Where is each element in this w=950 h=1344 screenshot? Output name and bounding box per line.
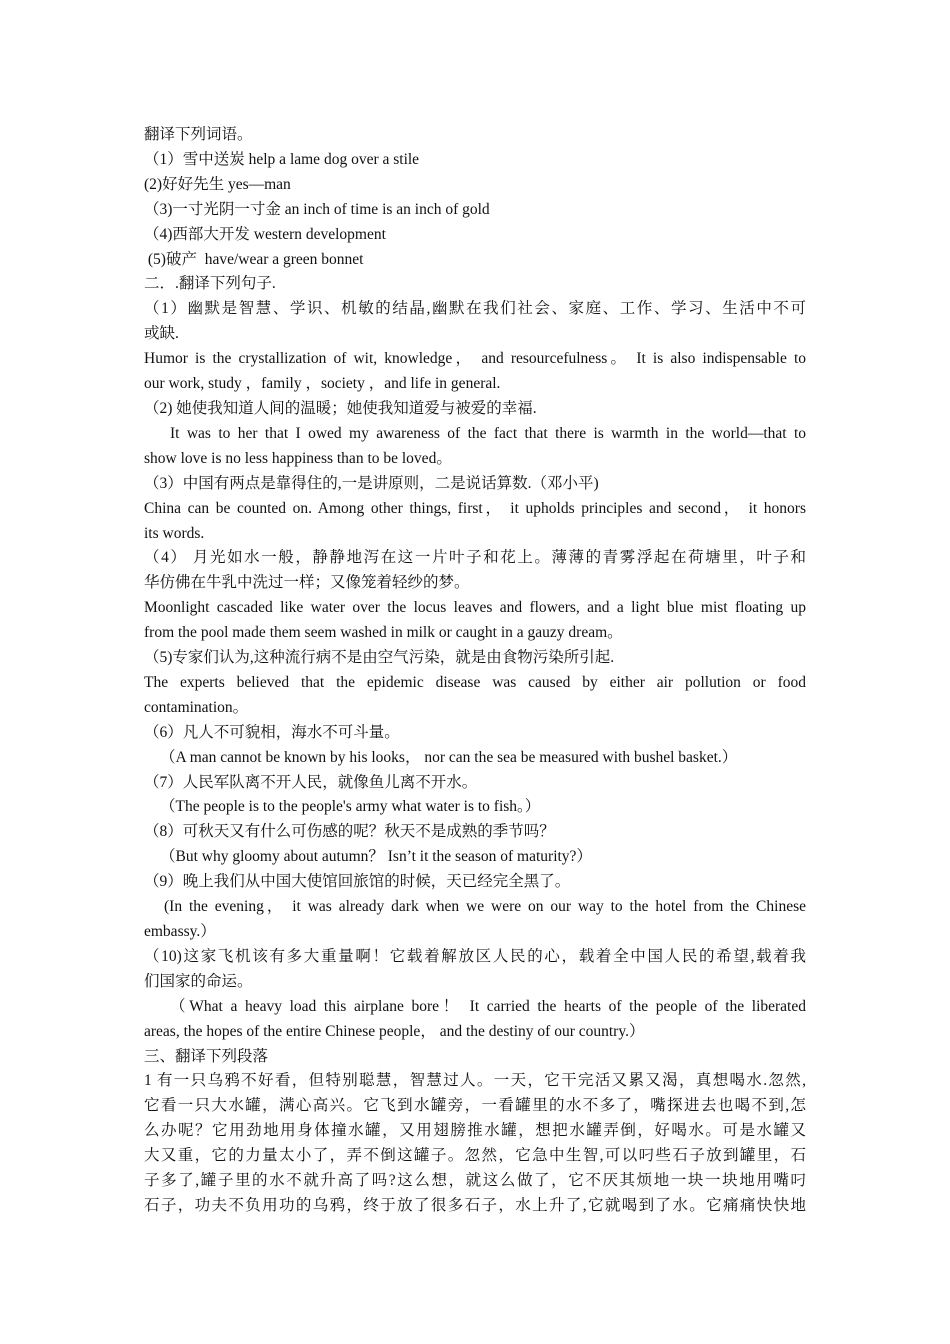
sentence-english: areas, the hopes of the entire Chinese people， and the destiny of our country.） — [144, 1022, 645, 1040]
sentence-english: our work, study ，family ，society ，and life in general. — [144, 375, 501, 393]
sentence-english: Humor is the crystallization of wit, knowledge， and resourcefulness。 It is also indispensable to — [144, 350, 806, 368]
sentence-english: It was to her that I owed my awareness of the fact that there is warmth in the world—that to — [170, 424, 806, 442]
sentence-english: （A man cannot be known by his looks， nor can the sea be measured with bushel basket.） — [160, 748, 738, 766]
sentence-english: its words. — [144, 524, 205, 542]
section-heading-paragraphs: 三、翻译下列段落 — [144, 1047, 269, 1065]
sentence-english: show love is no less happiness than to be loved。 — [144, 449, 452, 467]
paragraph-line: 石子，功夫不负用功的乌鸦，终于放了很多石子，水上升了,它就喝到了水。它痛痛快快地 — [144, 1196, 806, 1214]
document-page — [144, 123, 806, 1219]
sentence-chinese: （1）幽默是智慧、学识、机敏的结晶,幽默在我们社会、家庭、工作、学习、生活中不可 — [144, 300, 806, 318]
word-item: （3)一寸光阴一寸金 an inch of time is an inch of gold — [144, 200, 490, 218]
paragraph-line: 么办呢？它用劲地用身体撞水罐，又用翅膀推水罐，想把水罐弄倒，好喝水。可是水罐又 — [144, 1122, 806, 1140]
sentence-chinese: （7）人民军队离不开人民，就像鱼儿离不开水。 — [144, 773, 478, 791]
sentence-english: China can be counted on. Among other things, first， it upholds principles and second， it honors — [144, 499, 806, 517]
word-item: （1）雪中送炭 help a lame dog over a stile — [144, 150, 420, 168]
word-item: (2)好好先生 yes—man — [144, 175, 291, 193]
sentence-english: from the pool made them seem washed in milk or caught in a gauzy dream。 — [144, 624, 623, 642]
sentence-chinese: （9）晚上我们从中国大使馆回旅馆的时候，天已经完全黑了。 — [144, 873, 571, 891]
section-heading-words: 翻译下列词语。 — [144, 126, 253, 143]
sentence-chinese: （3）中国有两点是靠得住的,一是讲原则，二是说话算数.（邓小平) — [144, 474, 599, 492]
sentence-english: The experts believed that the epidemic disease was caused by either air pollution or food — [144, 673, 806, 691]
paragraph-line: 子多了,罐子里的水不就升高了吗?这么想，就这么做了，它不厌其烦地一块一块地用嘴叼 — [144, 1172, 806, 1190]
sentence-english: （The people is to the people's army what water is to fish。） — [160, 798, 541, 816]
sentence-chinese: 或缺. — [144, 325, 179, 343]
sentence-chinese: （8）可秋天又有什么可伤感的呢？秋天不是成熟的季节吗？ — [144, 823, 555, 841]
sentence-chinese: （6）凡人不可貌相，海水不可斗量。 — [144, 723, 400, 741]
paragraph-line: 1 有一只乌鸦不好看，但特别聪慧，智慧过人。一天，它干完活又累又渴，真想喝水.忽然, — [144, 1072, 806, 1090]
sentence-english: （What a heavy load this airplane bore！ It carried the hearts of the people of the liberated — [170, 997, 806, 1015]
sentence-english: contamination。 — [144, 698, 249, 716]
word-item: (5)破产 have/wear a green bonnet — [144, 250, 364, 268]
sentence-chinese: 们国家的命运。 — [144, 972, 253, 990]
sentence-english: (In the evening， it was already dark when we were on our way to the hotel from the Chinese — [164, 898, 806, 916]
sentence-chinese: 华仿佛在牛乳中洗过一样；又像笼着轻纱的梦。 — [144, 574, 470, 592]
sentence-english: Moonlight cascaded like water over the locus leaves and flowers, and a light blue mist floating up — [144, 599, 806, 617]
sentence-english: embassy.） — [144, 923, 216, 940]
paragraph-line: 它看一只大水罐，满心高兴。它飞到水罐旁，一看罐里的水不多了，嘴探进去也喝不到,怎 — [144, 1097, 806, 1115]
sentence-chinese: （2) 她使我知道人间的温暖；她使我知道爱与被爱的幸福. — [144, 399, 537, 417]
sentence-chinese: （4） 月光如水一般，静静地泻在这一片叶子和花上。薄薄的青雾浮起在荷塘里，叶子和 — [144, 549, 806, 567]
sentence-chinese: （10)这家飞机该有多大重量啊！它载着解放区人民的心，载着全中国人民的希望,载着我 — [144, 947, 806, 965]
sentence-english: （But why gloomy about autumn？ Isn’t it the season of maturity?） — [160, 848, 592, 866]
section-heading-sentences: 二．.翻译下列句子. — [144, 275, 276, 293]
sentence-chinese: （5)专家们认为,这种流行病不是由空气污染，就是由食物污染所引起. — [144, 649, 615, 667]
paragraph-line: 大又重，它的力量太小了，弄不倒这罐子。忽然，它急中生智,可以叼些石子放到罐里，石 — [144, 1147, 806, 1165]
word-item: （4)西部大开发 western development — [144, 225, 386, 243]
